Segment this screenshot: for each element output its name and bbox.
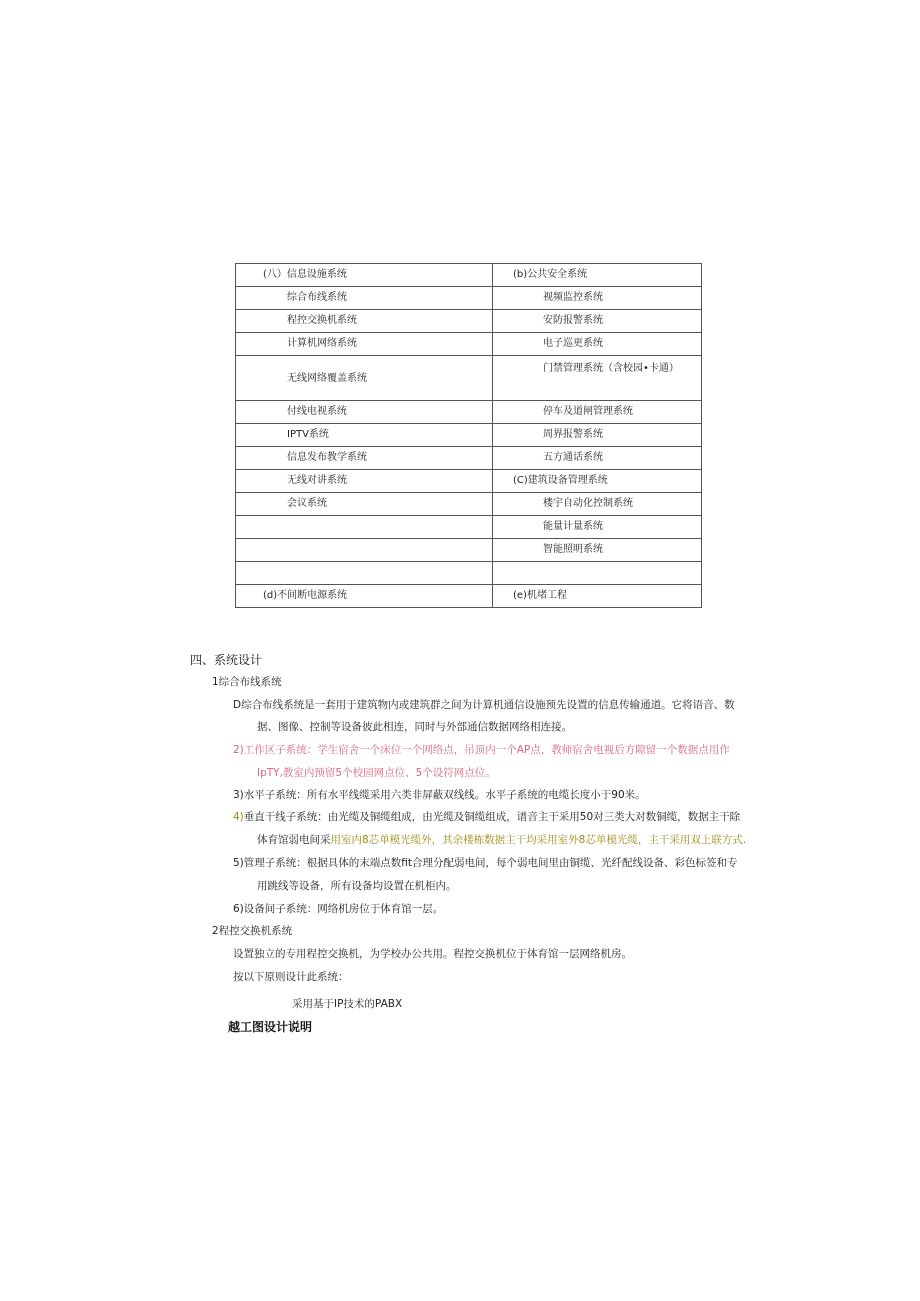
table-cell-right bbox=[493, 264, 702, 287]
table-cell-text: 信息发布教学系统 bbox=[287, 452, 367, 463]
backbone-text-3: 用室内8芯单模光缆外，其余楼栋数据主干均采用室外8芯单模光缆，主干采用双上联方式. bbox=[330, 834, 747, 846]
table-cell-left bbox=[236, 401, 493, 424]
table-cell-right bbox=[493, 310, 702, 333]
table-cell-left bbox=[236, 516, 493, 539]
paragraph-cabling-intro-1: D综合布线系统是一套用于建筑物内或建筑群之间为计算机通信设施预先设置的信息传输通道。它将语音、数 bbox=[233, 699, 735, 711]
paragraph-work-area-2: IpTY,教室内预留5个校园网点位、5个设符网点位。 bbox=[257, 767, 496, 779]
table-cell-text: 综合布线系统 bbox=[287, 292, 347, 303]
table-row bbox=[236, 493, 702, 516]
table-cell-right bbox=[493, 447, 702, 470]
table-cell-text: (C)建筑设备管理系统 bbox=[513, 475, 608, 486]
table-row bbox=[236, 333, 702, 356]
table-cell-left bbox=[236, 447, 493, 470]
table-cell-right bbox=[493, 424, 702, 447]
table-cell-right bbox=[493, 287, 702, 310]
table-cell-text: 视频监控系统 bbox=[543, 292, 603, 303]
table-row bbox=[236, 264, 702, 287]
table-cell-text: 楼宇自动化控制系统 bbox=[543, 498, 633, 509]
table-cell-text: 门禁管理系统（含校园•卡通） bbox=[543, 363, 679, 374]
table-row bbox=[236, 401, 702, 424]
table-cell-left bbox=[236, 333, 493, 356]
table-cell-text: 周界报警系统 bbox=[543, 429, 603, 440]
table-cell-left bbox=[236, 539, 493, 562]
subsection-pbx: 2程控交换机系统 bbox=[212, 925, 293, 937]
paragraph-management-1: 5)管理子系统：根据具体的末端点数fit合理分配弱电间，每个弱电间里由铜缆、光纤配线设备、彩色标签和专 bbox=[233, 857, 738, 869]
table-row bbox=[236, 516, 702, 539]
table-cell-left bbox=[236, 470, 493, 493]
paragraph-backbone-2 bbox=[257, 832, 746, 847]
paragraph-backbone-1 bbox=[233, 809, 740, 824]
table-cell-text: 会议系统 bbox=[287, 498, 327, 509]
table-cell-text: 无线网络覆盖系统 bbox=[287, 373, 367, 384]
table-cell-right bbox=[493, 493, 702, 516]
table-row bbox=[236, 562, 702, 585]
table-cell-left bbox=[236, 356, 493, 401]
table-cell-left bbox=[236, 562, 493, 585]
table-cell-right bbox=[493, 539, 702, 562]
table-cell-left bbox=[236, 493, 493, 516]
backbone-text: 垂直干线子系统：由光缆及铜缆组成，由光缆及铜缆组成，谱音主干采用50对三类大对数铜缆，数据主干除 bbox=[243, 811, 741, 823]
table-cell-right bbox=[493, 333, 702, 356]
table-cell-left bbox=[236, 585, 493, 608]
table-row bbox=[236, 585, 702, 608]
paragraph-equipment-room: 6)设备间子系统：网络机房位于体育馆一层。 bbox=[233, 903, 444, 915]
table-cell-text: 计算机网络系统 bbox=[287, 338, 357, 349]
table-cell-text: 安防报警系统 bbox=[543, 315, 603, 326]
table-row bbox=[236, 539, 702, 562]
paragraph-pbx-3: 采用基于IP技术的PABX bbox=[292, 998, 403, 1010]
table-cell-text: 智能照明系统 bbox=[543, 544, 603, 555]
paragraph-horizontal: 3)水平子系统：所有水平线缆采用六类非屏蔽双线线。水平子系统的电缆长度小于90米。 bbox=[233, 789, 646, 801]
systems-table bbox=[235, 263, 702, 608]
table-cell-text: 电子巡更系统 bbox=[543, 338, 603, 349]
table-cell-left bbox=[236, 264, 493, 287]
paragraph-work-area-1: 2)工作区子系统：学生宿舍一个床位一个网络点，吊顶内一个AP点，教师宿舍电视后方隙留一个数据点用作 bbox=[233, 744, 730, 756]
footer-title: 越工图设计说明 bbox=[228, 1020, 313, 1034]
table-cell-text: (e)机堵工程 bbox=[513, 590, 567, 601]
table-cell-text: IPTV系统 bbox=[287, 429, 329, 440]
table-row bbox=[236, 470, 702, 493]
table-cell-text: 无线对讲系统 bbox=[287, 475, 347, 486]
table-cell-left bbox=[236, 424, 493, 447]
paragraph-cabling-intro-2: 据、图像、控制等设备彼此相连，同时与外部通信数据网络相连接。 bbox=[257, 721, 572, 733]
paragraph-pbx-2: 按以下原则设计此系统： bbox=[233, 971, 349, 983]
paragraph-management-2: 用跳线等设备，所有设备均设置在机柜内。 bbox=[257, 880, 457, 892]
section-heading: 四、系统设计 bbox=[190, 653, 263, 667]
table-row bbox=[236, 310, 702, 333]
table-cell-text: 付线电视系统 bbox=[287, 406, 347, 417]
table-cell-text: (d)不间断电源系统 bbox=[263, 590, 348, 601]
table-cell-right bbox=[493, 356, 702, 401]
table-cell-text: 能量计量系统 bbox=[543, 521, 603, 532]
table-row bbox=[236, 356, 702, 401]
table-cell-right bbox=[493, 562, 702, 585]
backbone-number: 4) bbox=[233, 811, 244, 823]
table-cell-text: (b)公共安全系统 bbox=[513, 269, 588, 280]
table-cell-right bbox=[493, 516, 702, 539]
table-cell-text: 程控交换机系统 bbox=[287, 315, 357, 326]
subsection-cabling: 1综合布线系统 bbox=[212, 676, 282, 688]
table-row bbox=[236, 447, 702, 470]
table-cell-right bbox=[493, 401, 702, 424]
table-cell-text: (八）信息设施系统 bbox=[263, 269, 347, 280]
table-cell-right bbox=[493, 470, 702, 493]
table-cell-text: 五方通话系统 bbox=[543, 452, 603, 463]
table-cell-left bbox=[236, 287, 493, 310]
table-cell-text: 停车及道闸管理系统 bbox=[543, 406, 633, 417]
table-row bbox=[236, 424, 702, 447]
paragraph-pbx-1: 设置独立的专用程控交换机，为学校办公共用。程控交换机位于体育馆一层网络机房。 bbox=[233, 948, 632, 960]
table-cell-left bbox=[236, 310, 493, 333]
backbone-text-2: 体育馆弱电间采 bbox=[257, 834, 331, 846]
table-row bbox=[236, 287, 702, 310]
table-cell-right bbox=[493, 585, 702, 608]
